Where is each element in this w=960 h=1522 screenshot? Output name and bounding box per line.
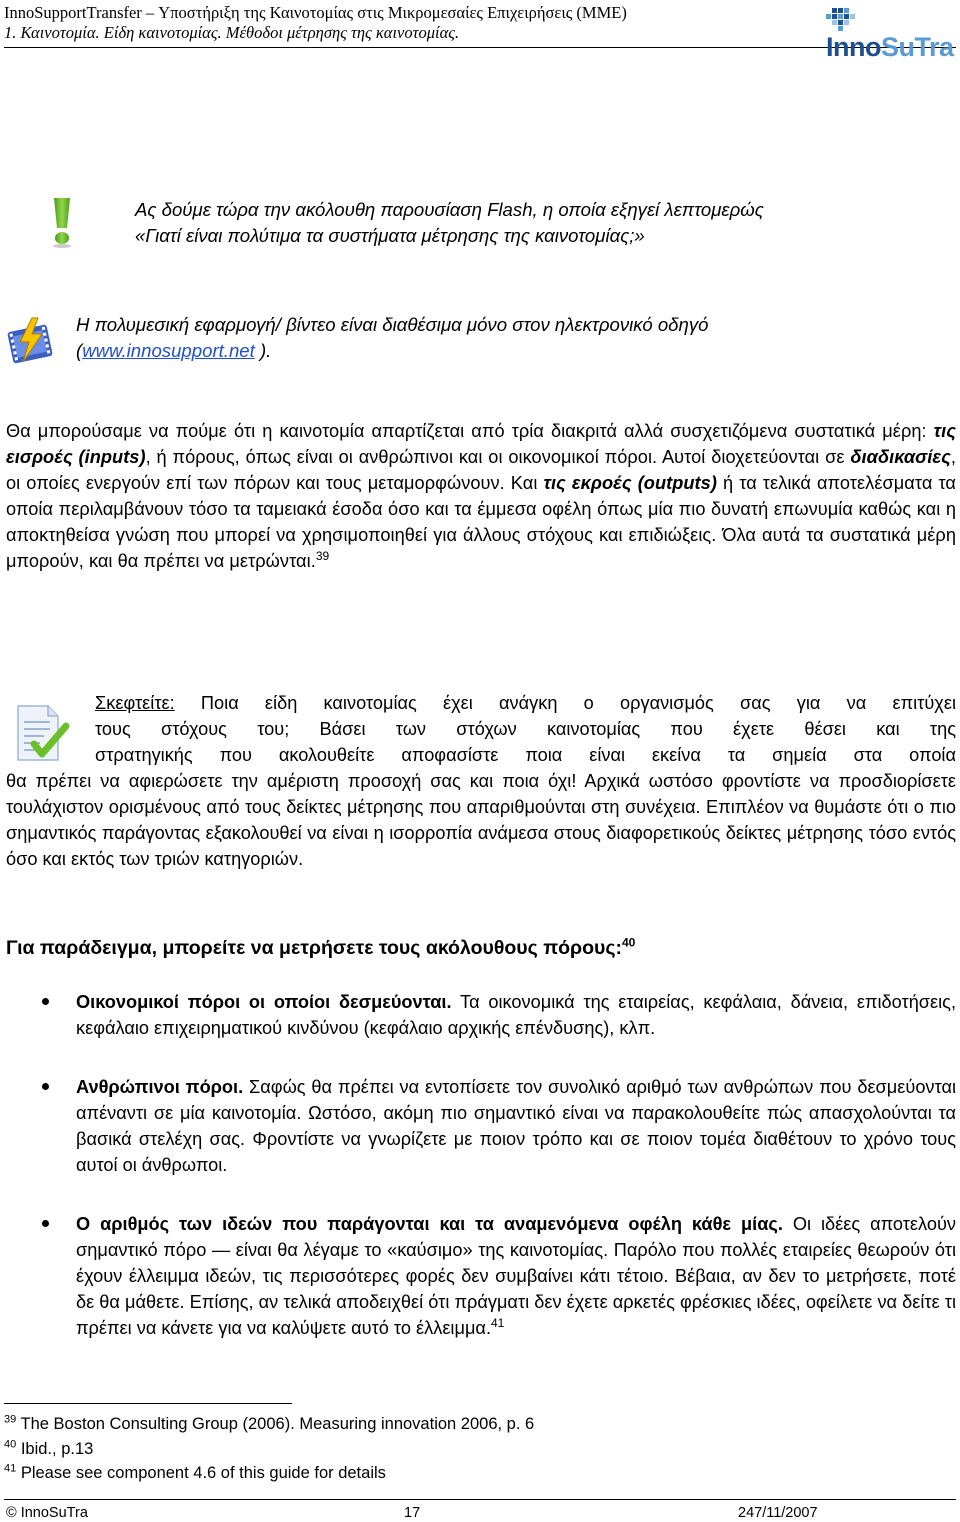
logo-part-inno: Inno — [826, 32, 881, 62]
exclamation-icon — [48, 196, 76, 248]
checklist-icon — [14, 704, 72, 766]
bullet-human — [76, 1074, 956, 1178]
think-prompt — [95, 690, 956, 768]
page-number: 17 — [404, 1505, 421, 1521]
bullet-marker — [42, 998, 49, 1005]
footnote-ref-41[interactable]: 41 — [491, 1316, 505, 1331]
multimedia-line-1: Η πολυμεσική εφαρμογή/ βίντεο είναι διαθέσιμα μόνο στον ηλεκτρονικό οδηγό — [76, 314, 709, 335]
page-header — [4, 3, 627, 43]
think-continuation: θα πρέπει να αφιερώσετε την αμέριστη προσοχή σας και ποια όχι! Αρχικά ωστόσο φροντίστε να προσδιορίσετε τουλάχιστον ορισμένους από τους δείκτες μέτρησης που απαριθμούνται στη συνέχεια. Επιπλέον να θυμάστε ότι ο πιο σημαντικός παράγοντας εξακολουθεί να είναι η ισορροπία ανάμεσα στους διαφορετικούς δείκτες μέτρησης τόσο εντός όσο και εκτός των τριών κατηγοριών. — [6, 771, 956, 870]
logo-part-sutra: SuTra — [880, 32, 954, 62]
intro-paragraph — [6, 418, 956, 575]
close-paren: ). — [254, 340, 272, 361]
multimedia-film-icon — [6, 316, 56, 366]
footnote-number: 39 — [4, 1413, 17, 1426]
footer-date: 247/11/2007 — [738, 1505, 818, 1521]
footer-divider — [4, 1499, 956, 1500]
multimedia-line-2 — [76, 338, 708, 364]
notice-line-2: «Γιατί είναι πολύτιμα τα συστήματα μέτρησης της καινοτομίας;» — [135, 225, 645, 246]
para-text: ή τα τελικά αποτελέσματα τα οποία περιλαμβάνουν τόσο τα ταμειακά έσοδα όσο και τα έμμεσα οφέλη όπως μία πιο δυνατή επωνυμία καθώς και η αποκτηθείσα γνώση που μπορεί να χρησιμοποιηθεί για άλλους στόχους και επιδιώξεις. Όλα αυτά τα συστατικά μέρη μπορούν, και θα πρέπει να μετρώνται. — [6, 473, 956, 572]
footnote-text: Please see component 4.6 of this guide for details — [16, 1464, 386, 1482]
think-line-3: στρατηγικής που ακολουθείτε αποφασίστε ποια είναι εκείνα τα σημεία στα οποία — [95, 745, 956, 766]
think-line-1 — [95, 690, 956, 716]
footnote-divider — [4, 1403, 292, 1404]
notice-text — [135, 197, 764, 249]
bullet-ideas — [76, 1211, 956, 1341]
bullet-text: Οι ιδέες αποτελούν σημαντικό πόρο — είναι θα λέγαμε το «καύσιμο» της καινοτομίας. Παρόλο που πολλές εταιρείες θεωρούν ότι έχουν έλλειμμα ιδεών, τις περισσότερες φορές δεν συμβαίνει κάτι τέτοιο. Βέβαια, αν δεν το μετρήσετε, ποτέ δε θα μάθετε. Επίσης, αν τελικά αποδειχθεί ότι πράγματι δεν έχετε αρκετές φρέσκιες ιδέες, οφείλετε να δείτε τι πρέπει να κάνετε για να καλύψετε αυτό το έλλειμμα. — [76, 1214, 956, 1339]
bullet-title: Ο αριθμός των ιδεών που παράγονται και τα αναμενόμενα οφέλη κάθε μίας. — [76, 1214, 783, 1234]
para-text: Θα μπορούσαμε να πούμε ότι η καινοτομία απαρτίζεται από τρία διακριτά αλλά συσχετιζόμενα συστατικά μέρη: — [6, 421, 934, 441]
footnote-ref-40[interactable]: 40 — [622, 935, 636, 950]
header-title: InnoSupportTransfer – Υποστήριξη της Καινοτομίας στις Μικρομεσαίες Επιχειρήσεις (ΜΜΕ) — [4, 3, 627, 22]
think-line-2: τους στόχους του; Βάσει των στόχων καινοτομίας που έχετε θέσει και της — [95, 719, 956, 740]
bullet-title: Ανθρώπινοι πόροι. — [76, 1077, 244, 1097]
processes-term: διαδικασίες — [850, 447, 951, 468]
para-text: , οι οποίες ενεργούν επί των πόρων και τους μεταμορφώνουν. Και — [6, 447, 956, 494]
footnote-number: 41 — [4, 1462, 17, 1475]
bullet-marker — [42, 1083, 49, 1090]
footnote-text: Ibid., p.13 — [16, 1440, 94, 1458]
bullet-title: Οικονομικοί πόροι οι οποίοι δεσμεύονται. — [76, 992, 452, 1012]
bullet-financial — [76, 989, 956, 1041]
multimedia-text — [76, 312, 708, 364]
think-text: Ποια είδη καινοτομίας έχει ανάγκη ο οργανισμός σας για να επιτύχει — [174, 693, 956, 713]
notice-line-1: Ας δούμε τώρα την ακόλουθη παρουσίαση Flash, η οποία εξηγεί λεπτομερώς — [135, 199, 764, 220]
footnote-text: The Boston Consulting Group (2006). Measuring innovation 2006, p. 6 — [16, 1415, 535, 1433]
inputs-term: τις εισροές (inputs) — [6, 421, 956, 468]
outputs-term: τις εκροές (outputs) — [543, 473, 717, 494]
bullet-marker — [42, 1220, 49, 1227]
innosupport-link[interactable]: www.innosupport.net — [82, 340, 255, 361]
footnote-39 — [4, 1414, 534, 1434]
think-label: Σκεφτείτε: — [95, 693, 175, 713]
footnote-40 — [4, 1439, 93, 1459]
header-subtitle: 1. Καινοτομία. Είδη καινοτομίας. Μέθοδοι μέτρησης της καινοτομίας. — [4, 23, 460, 42]
footnote-ref-39[interactable]: 39 — [315, 549, 330, 564]
footnote-41 — [4, 1463, 386, 1483]
open-paren: ( — [76, 340, 83, 361]
bullet-text: Τα οικονομικά της εταιρείας, κεφάλαια, δάνεια, επιδοτήσεις, κεφάλαιο επιχειρηματικού κινδύνου (κεφάλαιο αρχικής επένδυσης), κλπ. — [76, 992, 956, 1039]
bullet-text: Σαφώς θα πρέπει να εντοπίσετε τον συνολικό αριθμό των ανθρώπων που δεσμεύονται απέναντι σε μία καινοτομία. Ωστόσο, ακόμη πιο σημαντικό είναι να παρακολουθείτε πώς απασχολούνται τα βασικά στελέχη σας. Φροντίστε να γνωρίζετε με ποιον τρόπο και σε ποιον τομέα διαθέτουν το χρόνο τους αυτοί οι άνθρωποι. — [76, 1077, 957, 1176]
heading-text: Για παράδειγμα, μπορείτε να μετρήσετε τους ακόλουθους πόρους: — [6, 937, 622, 959]
resources-heading — [6, 934, 635, 962]
logo-wordmark — [826, 32, 954, 63]
footer-copyright: © InnoSuTra — [6, 1505, 88, 1521]
footnote-number: 40 — [4, 1438, 17, 1451]
para-text: , ή πόρους, όπως είναι οι ανθρώπινοι και οι οικονομικοί πόροι. Αυτοί διοχετεύονται σε — [145, 447, 851, 468]
